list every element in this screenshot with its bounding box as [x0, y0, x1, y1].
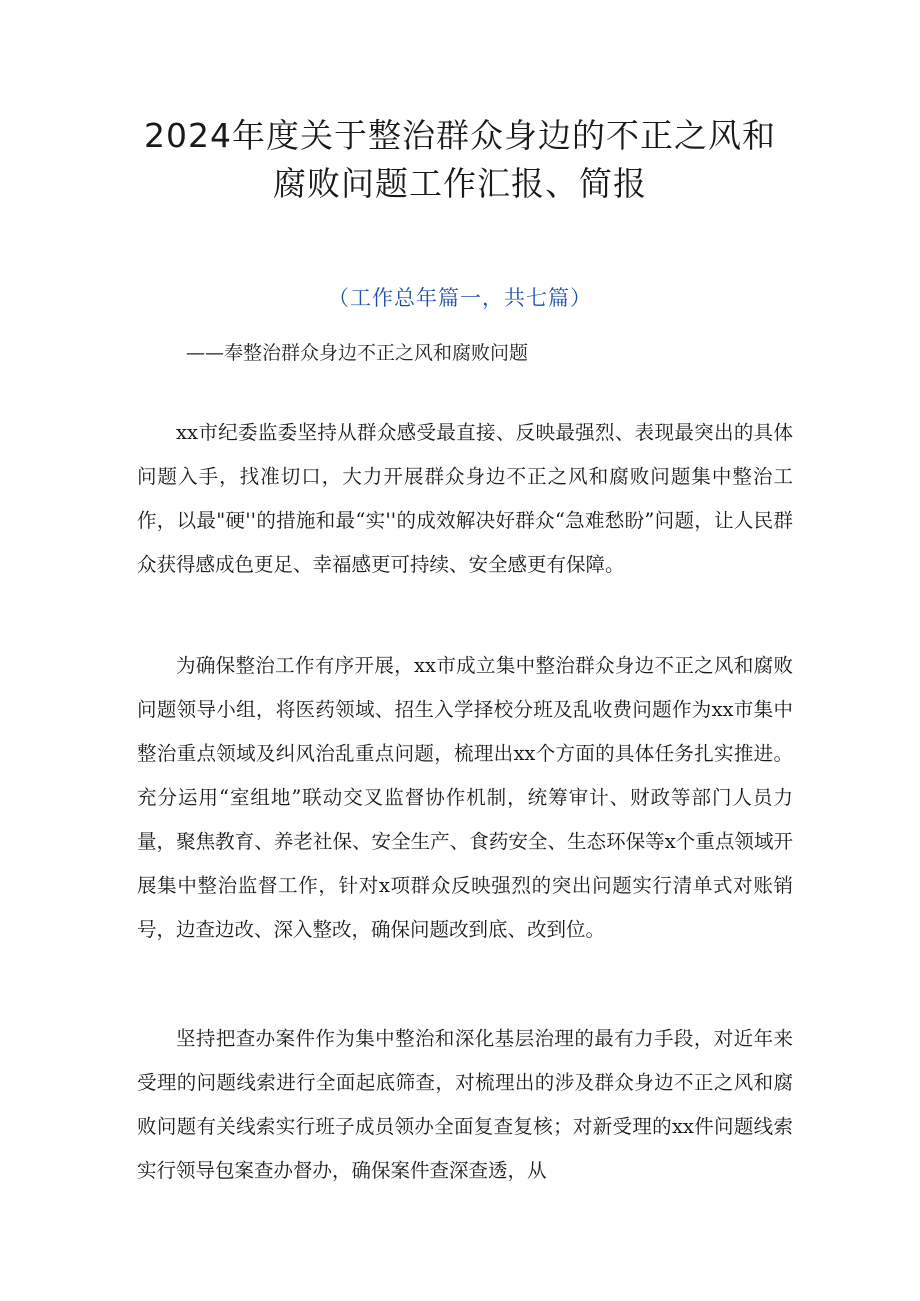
document-title-line-2: 腐败问题工作汇报、简报	[273, 164, 647, 203]
series-label: （工作总年篇一，共七篇）	[328, 286, 592, 310]
paragraph-2: 为确保整治工作有序开展，xx市成立集中整治群众身边不正之风和腐败问题领导小组，将医药领域、招生入学择校分班及乱收费问题作为xx市集中整治重点领域及纠风治乱重点问题，梳理出xx个方面的具体任务扎实推进。充分运用“室组地”联动交叉监督协作机制，统筹审计、财政等部门人员力量，聚焦教育、养老社保、安全生产、食药安全、生态环保等x个重点领域开展集中整治监督工作，针对x项群众反映强烈的突出问题实行清单式对账销号，边查边改、深入整改，确保问题改到底、改到位。	[137, 653, 793, 941]
paragraph-3: 坚持把查办案件作为集中整治和深化基层治理的最有力手段，对近年来受理的问题线索进行全面起底筛查，对梳理出的涉及群众身边不正之风和腐败问题有关线索实行班子成员领办全面复查复核；对新受理的xx件问题线索实行领导包案查办督办，确保案件查深查透，从	[137, 1026, 793, 1182]
document-title-line-1: 2024年度关于整治群众身边的不正之风和	[144, 116, 776, 155]
paragraph-1: xx市纪委监委坚持从群众感受最直接、反映最强烈、表现最突出的具体问题入手，找准切口，大力开展群众身边不正之风和腐败问题集中整治工作，以最"硬''的措施和最“实''的成效解决好群众“急难愁盼”问题，让人民群众获得感成色更足、幸福感更可持续、安全感更有保障。	[137, 420, 793, 576]
document-subtitle: ——奉整治群众身边不正之风和腐败问题	[186, 342, 529, 364]
